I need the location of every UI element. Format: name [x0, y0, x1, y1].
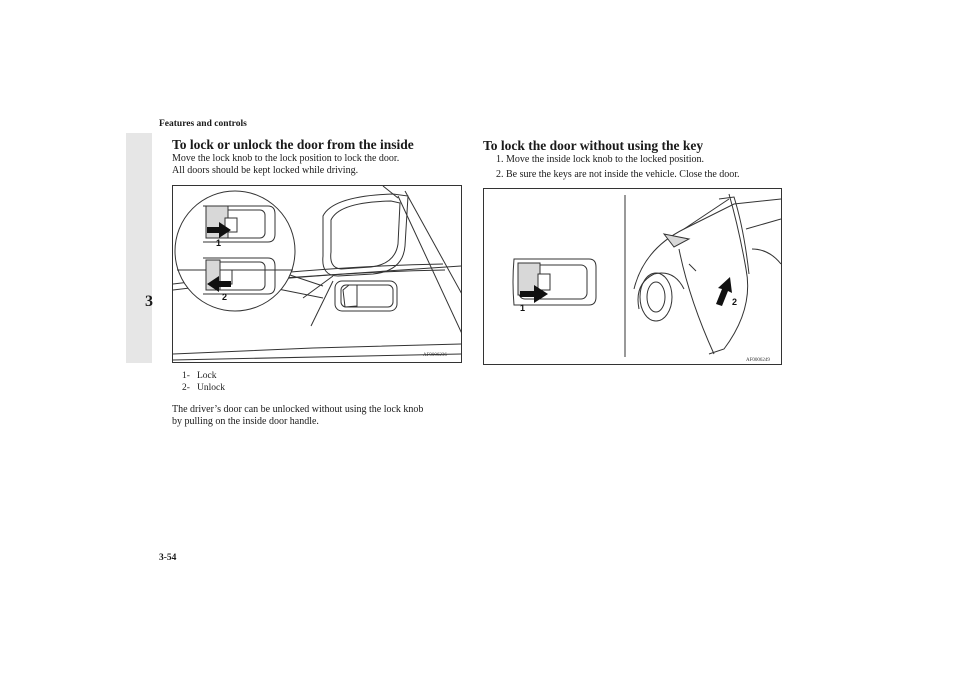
- legend-item: [182, 370, 225, 382]
- legend-label: Unlock: [197, 383, 225, 393]
- right-steps-list: [496, 152, 740, 182]
- left-intro-line: All doors should be kept locked while driving.: [172, 165, 359, 176]
- close-door-illustration: [484, 189, 781, 364]
- figure-legend: [182, 370, 225, 394]
- legend-item: [182, 382, 225, 394]
- left-note-text: [172, 404, 423, 428]
- chapter-tab: [126, 133, 152, 363]
- door-interior-illustration: [173, 186, 461, 362]
- running-header: Features and controls: [159, 119, 247, 129]
- chapter-number: 3: [145, 293, 153, 310]
- figure-code: AF0006249: [746, 358, 770, 363]
- step-item: 2. Be sure the keys are not inside the vehicle. Close the door.: [496, 169, 740, 180]
- lock-handle-illustration: [513, 259, 596, 305]
- page-number: 3-54: [159, 553, 177, 563]
- left-intro-text: [172, 153, 399, 177]
- figure-lock-knob-inside: [172, 185, 462, 363]
- car-door-illustration: [634, 194, 781, 354]
- callout-2: 2: [732, 297, 738, 307]
- right-section-heading: To lock the door without using the key: [483, 138, 704, 153]
- left-intro-line: Move the lock knob to the lock position to lock the door.: [172, 153, 400, 164]
- legend-label: Lock: [197, 371, 217, 381]
- left-note-line: The driver’s door can be unlocked without using the lock knob: [172, 404, 424, 415]
- callout-2: 2: [222, 292, 228, 302]
- left-note-line: by pulling on the inside door handle.: [172, 416, 319, 427]
- arrow-up-right-icon: [716, 277, 732, 306]
- callout-1: 1: [520, 303, 526, 313]
- legend-number: 1-: [182, 371, 190, 381]
- legend-number: 2-: [182, 383, 190, 393]
- callout-1: 1: [216, 238, 222, 248]
- figure-lock-without-key: [483, 188, 782, 365]
- left-section-heading: To lock or unlock the door from the inside: [172, 137, 414, 152]
- figure-code: AF0006236: [423, 353, 447, 358]
- step-item: 1. Move the inside lock knob to the locked position.: [496, 154, 705, 165]
